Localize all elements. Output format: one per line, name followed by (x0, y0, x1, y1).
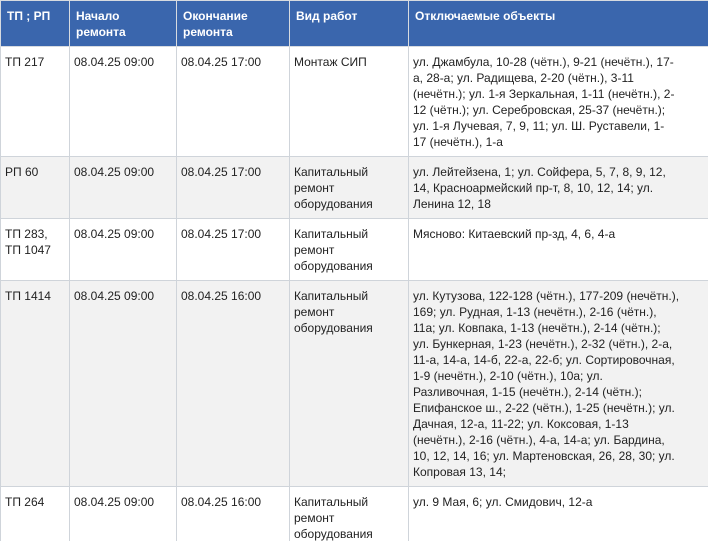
table-row (1, 47, 708, 157)
cell-substation: ТП 283, ТП 1047 (1, 219, 70, 281)
cell-work-type: Монтаж СИП (290, 47, 409, 157)
cell-work-type: Капитальный ремонт оборудования (290, 281, 409, 487)
cell-repair-start: 08.04.25 09:00 (70, 157, 177, 219)
cell-repair-end: 08.04.25 16:00 (177, 487, 290, 541)
header-substation: ТП ; РП (1, 1, 70, 47)
cell-repair-start: 08.04.25 09:00 (70, 487, 177, 541)
cell-work-type: Капитальный ремонт оборудования (290, 157, 409, 219)
cell-repair-start: 08.04.25 09:00 (70, 281, 177, 487)
cell-substation: ТП 217 (1, 47, 70, 157)
header-work-type: Вид работ (290, 1, 409, 47)
header-repair-end: Окончание ремонта (177, 1, 290, 47)
header-repair-start: Начало ремонта (70, 1, 177, 47)
cell-disconnected-objects: ул. Кутузова, 122-128 (чётн.), 177-209 (нечётн.), 169; ул. Рудная, 1-13 (нечётн.), 2-16 (чётн.), 11а; ул. Ковпака, 1-13 (нечётн.), 2-14 (чётн.); ул. Бункерная, 1-23 (нечётн.), 2-32 (чётн.), 2-а, 11-а, 14-а, 14-б, 22-а, 22-б; ул. Сортировочная, 1-9 (нечётн.), 2-10 (чётн.), 10а; ул. Разливочная, 1-15 (нечётн.), 2-14 (чётн.); Епифанское ш., 2-22 (чётн.), 1-25 (нечётн.); ул. Дачная, 12-а, 11-22; ул. Коксовая, 1-13 (нечётн.), 2-16 (чётн.), 4-а, 14-а; ул. Бардина, 10, 12, 14, 16; ул. Мартеновская, 26, 28, 30; ул. Копровая 13, 14; (409, 281, 708, 487)
table-row (1, 157, 708, 219)
cell-work-type: Капитальный ремонт оборудования (290, 487, 409, 541)
cell-repair-end: 08.04.25 17:00 (177, 47, 290, 157)
cell-repair-end: 08.04.25 16:00 (177, 281, 290, 487)
cell-repair-start: 08.04.25 09:00 (70, 47, 177, 157)
cell-repair-end: 08.04.25 17:00 (177, 157, 290, 219)
table-row (1, 281, 708, 487)
header-disconnected-objects: Отключаемые объекты (409, 1, 708, 47)
cell-disconnected-objects: ул. Джамбула, 10-28 (чётн.), 9-21 (нечётн.), 17- а, 28-а; ул. Радищева, 2-20 (чётн.), 3-11 (нечётн.); ул. 1-я Зеркальная, 1-11 (нечётн.), 2- 12 (чётн.); ул. Серебровская, 25-37 (нечётн.); ул. 1-я Лучевая, 7, 9, 11; ул. Ш. Руставели, 1- 17 (нечётн.), 1-а (409, 47, 708, 157)
cell-substation: ТП 264 (1, 487, 70, 541)
table-row (1, 219, 708, 281)
cell-repair-start: 08.04.25 09:00 (70, 219, 177, 281)
table-header (1, 1, 708, 47)
table-row (1, 487, 708, 541)
cell-repair-end: 08.04.25 17:00 (177, 219, 290, 281)
cell-disconnected-objects: Мясново: Китаевский пр-зд, 4, 6, 4-а (409, 219, 708, 281)
cell-disconnected-objects: ул. 9 Мая, 6; ул. Смидович, 12-а (409, 487, 708, 541)
header-row (1, 1, 708, 47)
cell-disconnected-objects: ул. Лейтейзена, 1; ул. Сойфера, 5, 7, 8, 9, 12, 14, Красноармейский пр-т, 8, 10, 12, 14; ул. Ленина 12, 18 (409, 157, 708, 219)
cell-substation: ТП 1414 (1, 281, 70, 487)
table-body (1, 47, 708, 541)
cell-work-type: Капитальный ремонт оборудования (290, 219, 409, 281)
cell-substation: РП 60 (1, 157, 70, 219)
